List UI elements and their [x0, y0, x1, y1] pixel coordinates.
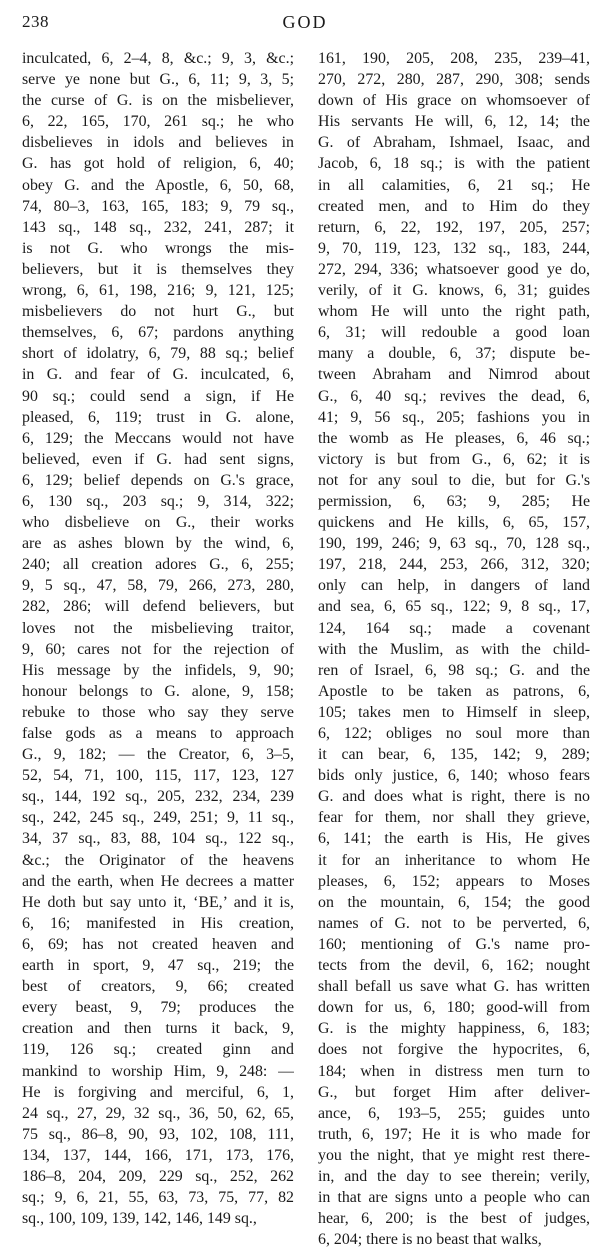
text-line: in, and the day to see therein; verily,: [318, 1167, 590, 1185]
text-line: G. of Abraham, Ishmael, Isaac, and: [318, 134, 590, 152]
text-line: return, 6, 22, 192, 197, 205, 257;: [318, 218, 590, 236]
text-line: loves not the misbelieving traitor,: [22, 619, 294, 637]
text-line: many a double, 6, 37; dispute be-: [318, 345, 590, 363]
text-line: fear for them, nor shall they grieve,: [318, 809, 590, 827]
text-line: 6, 22, 165, 170, 261 sq.; he who: [22, 113, 294, 131]
text-line: themselves, 6, 67; pardons anything: [22, 324, 294, 342]
text-line: every beast, 9, 79; produces the: [22, 999, 294, 1017]
text-line: earth in sport, 9, 47 sq., 219; the: [22, 957, 294, 975]
text-line: 52, 54, 71, 100, 115, 117, 123, 127: [22, 767, 294, 785]
text-line: 6, 130 sq., 203 sq.; 9, 314, 322;: [22, 492, 294, 510]
text-line: 186–8, 204, 209, 229 sq., 252, 262: [22, 1167, 294, 1185]
text-line: inculcated, 6, 2–4, 8, &c.; 9, 3, &c.;: [22, 50, 294, 67]
text-line: with the Muslim, as with the child-: [318, 640, 590, 658]
text-line: disbelieves in idols and believes in: [22, 134, 294, 152]
text-line: 272, 294, 336; whatsoever good ye do,: [318, 260, 590, 278]
text-line: verily, of it G. knows, 6, 31; guides: [318, 282, 590, 300]
text-line: mankind to worship Him, 9, 248: —: [22, 1062, 294, 1080]
text-line: 6, 129; the Meccans would not have: [22, 429, 294, 447]
text-line: who disbelieve on G., their works: [22, 514, 294, 532]
text-line: and the earth, when He decrees a matter: [22, 872, 294, 890]
text-line: and sea, 6, 65 sq., 122; 9, 8 sq., 17,: [318, 598, 590, 616]
text-line: 6, 16; manifested in His creation,: [22, 914, 294, 932]
text-line: quickens and He kills, 6, 65, 157,: [318, 514, 590, 532]
text-line: not for any soul to die, but for G.'s: [318, 471, 590, 489]
text-line: 105; takes men to Himself in sleep,: [318, 703, 590, 721]
text-line: wrong, 6, 61, 198, 216; 9, 121, 125;: [22, 282, 294, 300]
text-line: 90 sq.; could send a sign, if He: [22, 387, 294, 405]
text-line: 6, 141; the earth is His, He gives: [318, 830, 590, 848]
text-line: His message by the infidels, 9, 90;: [22, 661, 294, 679]
text-line: serve ye none but G., 6, 11; 9, 3, 5;: [22, 71, 294, 89]
text-line: pleased, 6, 119; trust in G. alone,: [22, 408, 294, 426]
text-line: 190, 199, 246; 9, 63 sq., 70, 128 sq.,: [318, 535, 590, 553]
text-line: created men, and to Him do they: [318, 197, 590, 215]
text-line: the curse of G. is on the misbeliever,: [22, 92, 294, 110]
text-line: the womb as He pleases, 6, 46 sq.;: [318, 429, 590, 447]
text-line: on the mountain, 6, 154; the good: [318, 893, 590, 911]
text-line: down of His grace on whomsoever of: [318, 92, 590, 110]
text-line: 161, 190, 205, 208, 235, 239–41,: [318, 50, 590, 67]
text-line: 270, 272, 280, 287, 290, 308; sends: [318, 71, 590, 89]
text-line: believed, even if G. had sent signs,: [22, 450, 294, 468]
text-line: you the night, that ye might rest there-: [318, 1146, 590, 1164]
text-line: names of G. not to be perverted, 6,: [318, 914, 590, 932]
text-line: false gods as a means to approach: [22, 725, 294, 742]
text-line: G. is the mighty happiness, 6, 183;: [318, 1020, 590, 1038]
text-line: victory is but from G., 6, 62; it is: [318, 450, 590, 468]
text-line: is not G. who wrongs the mis-: [22, 239, 294, 257]
text-line: G., 6, 40 sq.; revives the dead, 6,: [318, 387, 590, 405]
text-line: G. has got hold of religion, 6, 40;: [22, 155, 294, 173]
text-line: 9, 70, 119, 123, 132 sq., 183, 244,: [318, 239, 590, 257]
text-line: Jacob, 6, 18 sq.; is with the patient: [318, 155, 590, 173]
text-line: bids only justice, 6, 140; whoso fears: [318, 767, 590, 785]
text-line: 41; 9, 56 sq., 205; fashions you in: [318, 408, 590, 426]
text-line: He is forgiving and merciful, 6, 1,: [22, 1083, 294, 1101]
text-line: sq., 144, 192 sq., 205, 232, 234, 239: [22, 788, 294, 806]
text-line: misbelievers do not hurt G., but: [22, 303, 294, 321]
text-line: rebuke to those who say they serve: [22, 703, 294, 721]
text-line: 6, 31; will redouble a good loan: [318, 324, 590, 342]
text-line: tween Abraham and Nimrod about: [318, 366, 590, 384]
running-title: GOD: [282, 12, 328, 32]
text-line: 24 sq., 27, 29, 32 sq., 36, 50, 62, 65,: [22, 1104, 294, 1122]
text-line: honour belongs to G. alone, 9, 158;: [22, 682, 294, 700]
text-line: 34, 37 sq., 83, 88, 104 sq., 122 sq.,: [22, 830, 294, 848]
text-line: are as ashes blown by the wind, 6,: [22, 535, 294, 553]
text-line: only can help, in dangers of land: [318, 577, 590, 595]
text-line: shall befall us save what G. has written: [318, 978, 590, 996]
text-line: short of idolatry, 6, 79, 88 sq.; belief: [22, 345, 294, 363]
text-line: in that are signs unto a people who can: [318, 1189, 590, 1207]
text-line: sq., 100, 109, 139, 142, 146, 149 sq.,: [22, 1210, 257, 1228]
text-line: sq.; 9, 6, 21, 55, 63, 73, 75, 77, 82: [22, 1189, 294, 1207]
text-line: 282, 286; will defend believers, but: [22, 598, 294, 616]
text-line: in G. and fear of G. inculcated, 6,: [22, 366, 294, 384]
text-line: down for us, 6, 180; good-will from: [318, 999, 590, 1017]
text-line: pleases, 6, 152; appears to Moses: [318, 872, 590, 890]
text-line: it can bear, 6, 135, 142; 9, 289;: [318, 746, 590, 764]
text-line: He doth but say unto it, ‘BE,’ and it is,: [22, 893, 294, 911]
text-line: G. and does what is right, there is no: [318, 788, 590, 806]
left-column: [22, 48, 294, 1229]
text-line: 134, 137, 144, 166, 171, 173, 176,: [22, 1146, 294, 1164]
text-line: ance, 6, 193–5, 255; guides unto: [318, 1104, 590, 1122]
text-line: 9, 60; cares not for the rejection of: [22, 640, 294, 658]
text-line: believers, but it is themselves they: [22, 260, 294, 278]
text-line: 6, 129; belief depends on G.'s grace,: [22, 471, 294, 489]
text-line: 143 sq., 148 sq., 232, 241, 287; it: [22, 218, 294, 236]
text-line: 9, 5 sq., 47, 58, 79, 266, 273, 280,: [22, 577, 294, 595]
text-line: ren of Israel, 6, 98 sq.; G. and the: [318, 661, 590, 679]
text-line: 119, 126 sq.; created ginn and: [22, 1041, 294, 1059]
text-line: whom He will unto the right path,: [318, 303, 590, 321]
text-line: creation and then turns it back, 9,: [22, 1020, 294, 1038]
text-line: 6, 204; there is no beast that walks,: [318, 1231, 542, 1249]
text-line: 74, 80–3, 163, 165, 183; 9, 79 sq.,: [22, 197, 294, 215]
text-line: 75 sq., 86–8, 90, 93, 102, 108, 111,: [22, 1125, 294, 1143]
page-header: [22, 12, 588, 42]
text-line: 6, 69; has not created heaven and: [22, 935, 294, 953]
text-line: hear, 6, 200; is the best of judges,: [318, 1210, 590, 1228]
text-line: 124, 164 sq.; made a covenant: [318, 619, 590, 637]
text-line: G., but forget Him after deliver-: [318, 1083, 590, 1101]
text-line: permission, 6, 63; 9, 285; He: [318, 492, 590, 510]
text-line: Apostle to be taken as patrons, 6,: [318, 682, 590, 700]
text-line: His servants He will, 6, 12, 14; the: [318, 113, 590, 131]
text-line: 197, 218, 244, 253, 266, 312, 320;: [318, 556, 590, 574]
text-line: sq., 242, 245 sq., 249, 251; 9, 11 sq.,: [22, 809, 294, 827]
text-line: 184; when in distress men turn to: [318, 1062, 590, 1080]
text-line: truth, 6, 197; He it is who made for: [318, 1125, 590, 1143]
text-line: does not forgive the hypocrites, 6,: [318, 1041, 590, 1059]
text-line: in all calamities, 6, 21 sq.; He: [318, 176, 590, 194]
page-number: 238: [22, 12, 49, 31]
text-line: G., 9, 182; — the Creator, 6, 3–5,: [22, 746, 294, 764]
text-line: it for an inheritance to whom He: [318, 851, 590, 869]
text-line: obey G. and the Apostle, 6, 50, 68,: [22, 176, 294, 194]
text-line: best of creators, 9, 66; created: [22, 978, 294, 996]
right-column: [318, 48, 590, 1250]
text-line: 240; all creation adores G., 6, 255;: [22, 556, 294, 574]
text-line: &c.; the Originator of the heavens: [22, 851, 294, 869]
text-line: 160; mentioning of G.'s name pro-: [318, 935, 590, 953]
text-line: 6, 122; obliges no soul more than: [318, 725, 590, 742]
text-line: tects from the devil, 6, 162; nought: [318, 957, 590, 975]
